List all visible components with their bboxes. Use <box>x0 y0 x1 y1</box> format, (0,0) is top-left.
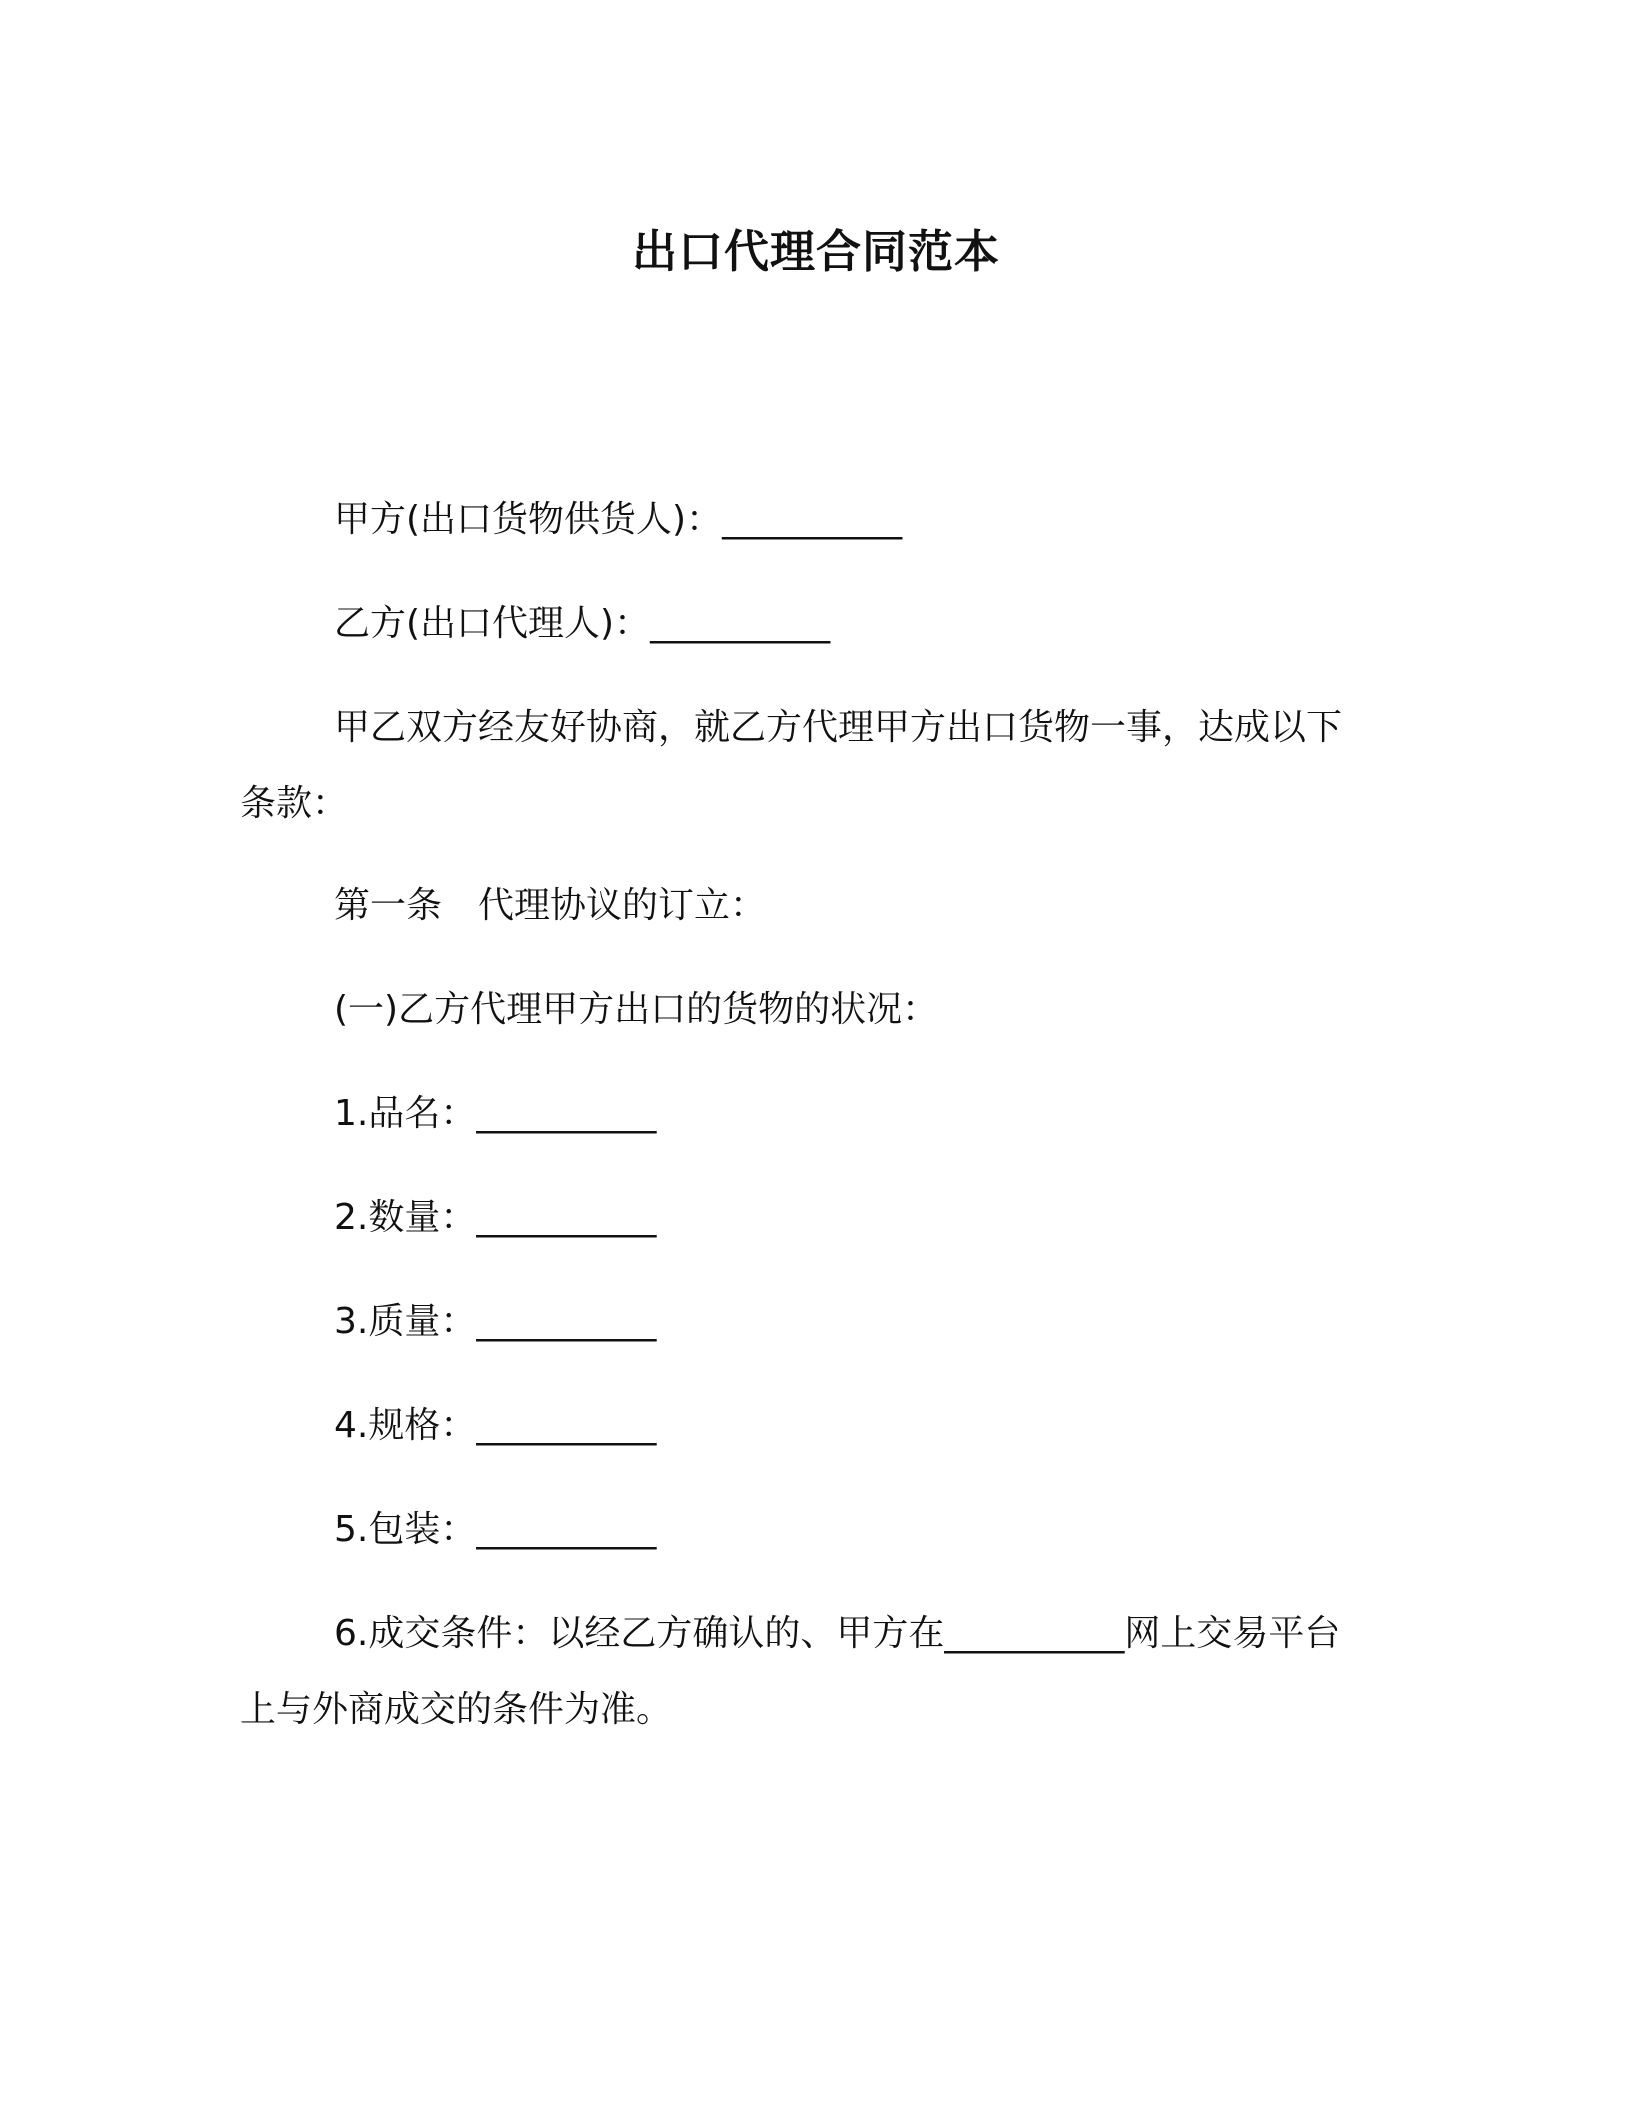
section-1-heading: (一)乙方代理甲方出口的货物的状况： <box>334 989 939 1030</box>
intro-paragraph-line-1: 甲乙双方经友好协商，就乙方代理甲方出口货物一事，达成以下 <box>334 707 1343 748</box>
item-specification: 4.规格：__________ <box>334 1405 657 1446</box>
item-trade-terms-line-2: 上与外商成交的条件为准。 <box>240 1689 673 1730</box>
item-packaging: 5.包装：__________ <box>334 1509 657 1550</box>
party-b-line: 乙方(出口代理人)：__________ <box>334 603 831 644</box>
article-1-heading: 第一条 代理协议的订立： <box>334 885 767 926</box>
item-product-name: 1.品名：__________ <box>334 1093 657 1134</box>
item-quantity: 2.数量：__________ <box>334 1197 657 1238</box>
party-a-line: 甲方(出口货物供货人)：__________ <box>334 499 903 540</box>
document-title: 出口代理合同范本 <box>631 225 1000 278</box>
intro-paragraph-line-2: 条款： <box>240 783 349 824</box>
item-quality: 3.质量：__________ <box>334 1301 657 1342</box>
item-trade-terms-line-1: 6.成交条件：以经乙方确认的、甲方在__________网上交易平台 <box>334 1613 1341 1654</box>
